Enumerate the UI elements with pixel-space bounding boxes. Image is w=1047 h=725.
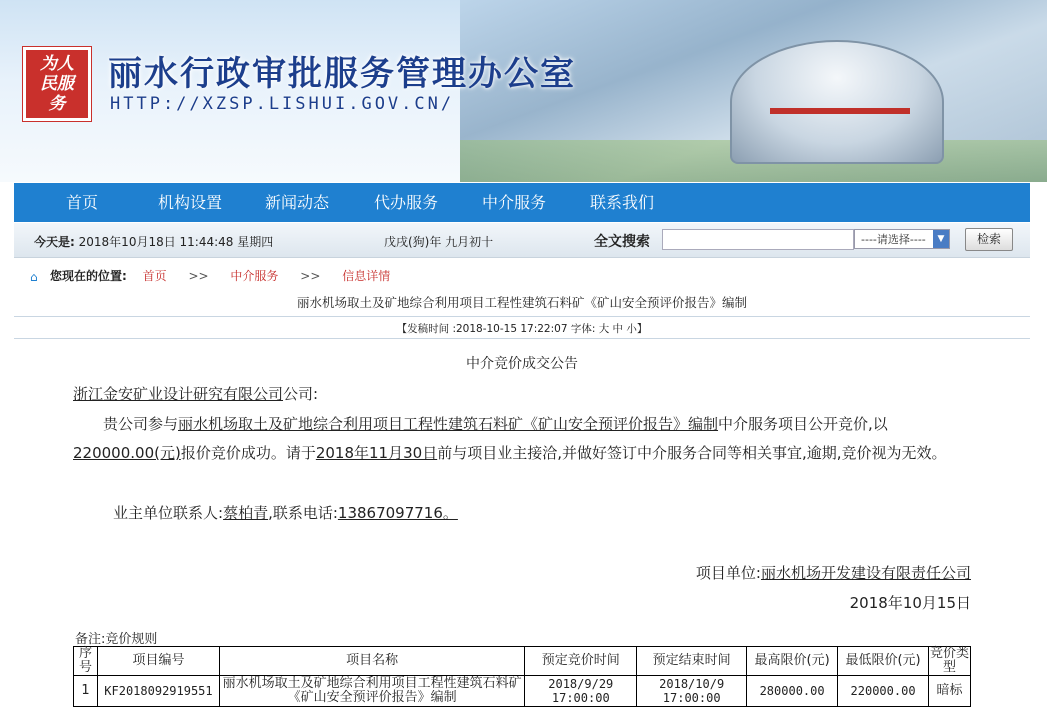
search-button[interactable]: 检索 — [965, 228, 1013, 251]
info-bar — [14, 223, 1030, 258]
header-start-time: 预定竞价时间 — [525, 647, 637, 676]
date-display — [34, 233, 273, 250]
para-text: 前与项目业主接洽,并做好签订中介服务合同等相关事宜,逾期,竞价视为无效。 — [437, 444, 947, 462]
article-meta: 【发稿时间 :2018-10-15 17:22:07 字体: 大 中 小】 — [396, 323, 648, 335]
bid-price: 220000.00(元) — [73, 444, 181, 462]
contact-label: 业主单位联系人: — [113, 504, 224, 522]
dome-building-image — [730, 40, 944, 164]
cell-min-price: 220000.00 — [838, 676, 929, 707]
unit-label: 项目单位: — [695, 564, 761, 582]
cell-max-price: 280000.00 — [747, 676, 838, 707]
divider — [14, 338, 1030, 339]
building-sign-stripe — [770, 108, 910, 114]
header-max-price: 最高限价(元) — [747, 647, 838, 676]
addressee-name: 浙江金安矿业设计研究有限公司 — [73, 385, 284, 403]
nav-intermediary-service[interactable]: 中介服务 — [482, 193, 547, 212]
para-text: 中介服务项目公开竞价,以 — [718, 415, 888, 433]
today-label: 今天是: — [34, 235, 75, 249]
cell-bid-type: 暗标 — [929, 676, 971, 707]
para-text: 贵公司参与 — [103, 415, 179, 433]
site-title: 丽水行政审批服务管理办公室 — [108, 54, 576, 94]
nav-home[interactable]: 首页 — [66, 193, 99, 212]
chevron-down-icon: ▼ — [933, 230, 949, 248]
site-url: HTTP://XZSP.LISHUI.GOV.CN/ — [110, 94, 455, 114]
breadcrumb-intermediary[interactable]: 中介服务 — [230, 269, 279, 283]
header-end-time: 预定结束时间 — [637, 647, 747, 676]
search-category-select[interactable] — [854, 229, 950, 249]
table-row — [74, 676, 971, 707]
breadcrumb-home[interactable]: 首页 — [142, 269, 167, 283]
header-project-code: 项目编号 — [97, 647, 219, 676]
para-text: 报价竞价成功。请于 — [180, 444, 316, 462]
cell-start-time: 2018/9/29 17:00:00 — [525, 676, 637, 707]
notice-title: 中介竞价成交公告 — [466, 356, 578, 372]
divider — [14, 316, 1030, 317]
main-nav — [14, 183, 1030, 222]
breadcrumb-sep: >> — [188, 269, 209, 283]
note-label: 备注:竞价规则 — [75, 632, 158, 647]
unit-name: 丽水机场开发建设有限责任公司 — [760, 564, 971, 582]
bid-rules-table — [73, 646, 971, 707]
contact-phone: 13867097716。 — [337, 504, 458, 522]
breadcrumb-detail[interactable]: 信息详情 — [342, 269, 391, 283]
article-title: 丽水机场取土及矿地综合利用项目工程性建筑石料矿《矿山安全预评价报告》编制 — [296, 295, 747, 310]
header-index: 序号 — [74, 647, 98, 676]
logo-text: 为人民服务 — [40, 54, 74, 114]
nav-contact[interactable]: 联系我们 — [590, 193, 655, 212]
lunar-date: 戊戌(狗)年 九月初十 — [384, 235, 494, 249]
deadline-date: 2018年11月30日 — [315, 444, 438, 462]
nav-news[interactable]: 新闻动态 — [265, 193, 330, 212]
breadcrumb-label: 您现在的位置: — [50, 269, 127, 283]
header-min-price: 最低限价(元) — [838, 647, 929, 676]
logo[interactable] — [23, 47, 91, 121]
search-label: 全文搜索 — [594, 234, 650, 250]
header-bid-type: 竞价类型 — [929, 646, 969, 675]
addressee — [73, 380, 973, 409]
cell-index: 1 — [74, 676, 98, 707]
notice-paragraph — [73, 410, 973, 468]
home-icon: ⌂ — [30, 269, 38, 284]
breadcrumb — [30, 267, 390, 285]
select-value: ----请选择---- — [861, 233, 926, 246]
contact-line — [113, 499, 1013, 528]
project-unit — [696, 562, 971, 583]
nav-organization[interactable]: 机构设置 — [158, 193, 223, 212]
notice-date: 2018年10月15日 — [849, 594, 971, 612]
header-project-name: 项目名称 — [219, 647, 524, 676]
contact-name: 蔡柏青 — [223, 504, 269, 522]
phone-label: ,联系电话: — [268, 504, 338, 522]
cell-project-name: 丽水机场取土及矿地综合利用项目工程性建筑石料矿《矿山安全预评价报告》编制 — [219, 676, 524, 707]
today-value: 2018年10月18日 11:44:48 星期四 — [78, 235, 274, 249]
table-header-row — [74, 647, 971, 676]
project-name: 丽水机场取土及矿地综合利用项目工程性建筑石料矿《矿山安全预评价报告》编制 — [178, 415, 719, 433]
nav-agency-service[interactable]: 代办服务 — [374, 193, 439, 212]
addressee-suffix: 公司: — [283, 385, 319, 403]
cell-project-code: KF2018092919551 — [97, 676, 219, 707]
breadcrumb-sep: >> — [300, 269, 321, 283]
cell-end-time: 2018/10/9 17:00:00 — [637, 676, 747, 707]
search-input[interactable] — [662, 229, 854, 250]
